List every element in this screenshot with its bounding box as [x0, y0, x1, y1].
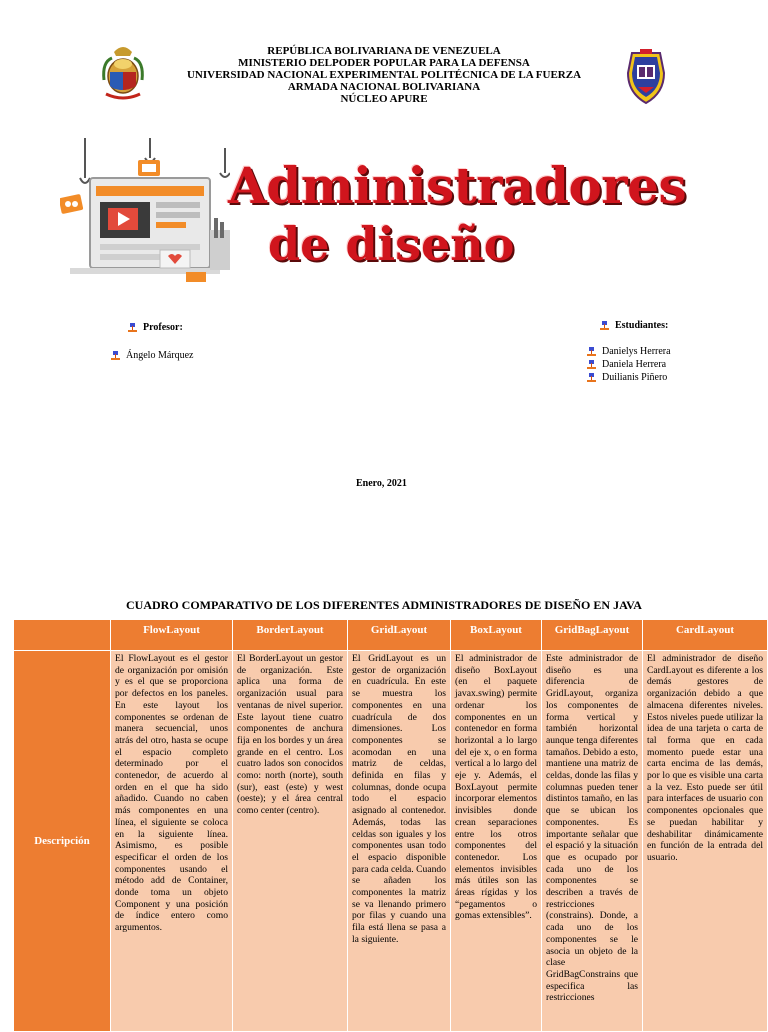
- student-name: Daniela Herrera: [602, 359, 667, 370]
- cell-text: El administrador de diseño CardLayout es diferente a los demás gestores de organización debido a que almacena diferentes niveles. Estos niveles puede utilizar la idea de una tarjeta o carta de tal forma que en cada momento puede estar una carta encima de las demás, por lo que es visible una carta a la vez. Esto puede ser útil para interfaces de usuario con componentes opcionales que se puedan habilitar y deshabilitar dinámicamente en función de la entrada del usuario.: [647, 653, 763, 863]
- document-date: Enero, 2021: [356, 478, 407, 489]
- table-cell: [348, 651, 451, 1032]
- table-header-row: [14, 620, 768, 651]
- professor-name-row: [111, 350, 193, 362]
- header-line: MINISTERIO DELPODER POPULAR PARA LA DEFENSA: [238, 57, 530, 69]
- table-cell: [111, 651, 233, 1032]
- header-line: NÚCLEO APURE: [340, 93, 428, 105]
- column-header: BoxLayout: [451, 620, 542, 651]
- table-cell: [233, 651, 348, 1032]
- professor-name: Ángelo Márquez: [126, 350, 194, 361]
- students-label-row: [600, 320, 668, 332]
- pin-bullet-icon: [587, 360, 596, 370]
- institution-header: [150, 45, 618, 105]
- student-row: [587, 359, 666, 371]
- university-shield-icon: [624, 47, 668, 105]
- header-line: UNIVERSIDAD NACIONAL EXPERIMENTAL POLITÉCNICA DE LA FUERZA: [186, 69, 582, 81]
- table-title: CUADRO COMPARATIVO DE LOS DIFERENTES ADMINISTRADORES DE DISEÑO EN JAVA: [126, 598, 642, 612]
- table-cell: [542, 651, 643, 1032]
- pin-bullet-icon: [587, 373, 596, 383]
- column-header: GridLayout: [348, 620, 451, 651]
- student-row: [587, 372, 667, 384]
- web-design-illustration-icon: [60, 138, 230, 298]
- column-header: BorderLayout: [233, 620, 348, 651]
- comparison-table: [13, 619, 768, 1032]
- professor-label: Profesor:: [143, 322, 183, 333]
- student-row: [587, 346, 671, 358]
- student-name: Danielys Herrera: [602, 346, 671, 357]
- pin-bullet-icon: [111, 351, 120, 361]
- cell-text: Este administrador de diseño es una diferencia de GridLayout, organiza los componentes de forma vertical y también horizontal aunque tenga diferentes tamaños. Debido a esto, mantiene una matriz de celdas, donde las filas y columnas pueden tener distintos tamaño, en las que se ubican los componentes. Es importante señalar que el espació y la situación que es ocupado por cada uno de los componentes se describen a través de restricciones (constrains). Donde, a cada uno de los componentes se le asocia un objeto de la clase GridBagConstrains que especifica las restricciones: [546, 653, 638, 1004]
- cell-text: El GridLayout es un gestor de organización en cuadrícula. En este se muestra los componentes en una cuadrícula de dos dimensiones. Los componentes se acomodan en una matriz de celdas, definida en filas y columnas, donde ocupa todo el espacio asignado al contenedor. Además, todas las celdas son iguales y los componentes usan todo el espacio disponible para cada celda. Cuando se añaden los componentes la matriz se va llenando primero por filas y cuando una fila está llena se pasa a la siguiente.: [352, 653, 446, 945]
- page-title: Administradores: [228, 156, 687, 215]
- title-banner: [60, 138, 687, 298]
- column-header: GridBagLayout: [542, 620, 643, 651]
- header-line: ARMADA NACIONAL BOLIVARIANA: [287, 81, 481, 93]
- table-cell: [451, 651, 542, 1032]
- header-line: REPÚBLICA BOLIVARIANA DE VENEZUELA: [267, 45, 501, 57]
- column-header: FlowLayout: [111, 620, 233, 651]
- table-row: [14, 651, 768, 1032]
- pin-bullet-icon: [587, 347, 596, 357]
- cell-text: El BorderLayout un gestor de organización. Este aplica una forma de organización usual para ventanas de nivel superior. Este layout tiene cuatro componentes de anchura fija en los bordes y un área grande en el centro. Los cuatro lados son conocidos como: north (norte), south (sur), east (este) y west (oeste); y el área central como center (centro).: [237, 653, 343, 817]
- column-header: CardLayout: [643, 620, 768, 651]
- cell-text: El FlowLayout es el gestor de organización por omisión y es el que se proporciona por defectos en los paneles. En este layout los componentes se ordenan de manera secuencial, unos atrás del otro, hasta se ocupe el espacio completo determinado por el contenedor, de acuerdo al orden en el que ha sido añadido. Cuando no caben más componentes en una línea, el siguiente se coloca en la siguiente línea. Asimismo, es posible especificar el orden de los componentes usando el método add de Container, donde toma un objeto Component y una posición de índice entero como argumentos.: [115, 653, 228, 934]
- page-subtitle: de diseño: [268, 217, 515, 271]
- table-cell: [643, 651, 768, 1032]
- cell-text: El administrador de diseño BoxLayout (en el paquete javax.swing) permite ordenar los componentes en un contenedor en forma horizontal a lo largo del eje x, o en forma vertical a lo largo del eje y. Además, el BoxLayout permite incorporar elementos invisibles donde crean separaciones entre los otros componentes del contenedor. Los elementos invisibles más útiles son las áreas rígidas y los “pegamentos o gomas extensibles”.: [455, 653, 537, 922]
- student-name: Duilianis Piñero: [602, 372, 668, 383]
- students-label: Estudiantes:: [615, 320, 669, 331]
- pin-bullet-icon: [128, 323, 137, 333]
- row-header: Descripción: [14, 651, 111, 1032]
- column-header: [14, 620, 111, 651]
- coat-of-arms-icon: [100, 42, 146, 106]
- professor-label-row: [128, 322, 183, 334]
- pin-bullet-icon: [600, 321, 609, 331]
